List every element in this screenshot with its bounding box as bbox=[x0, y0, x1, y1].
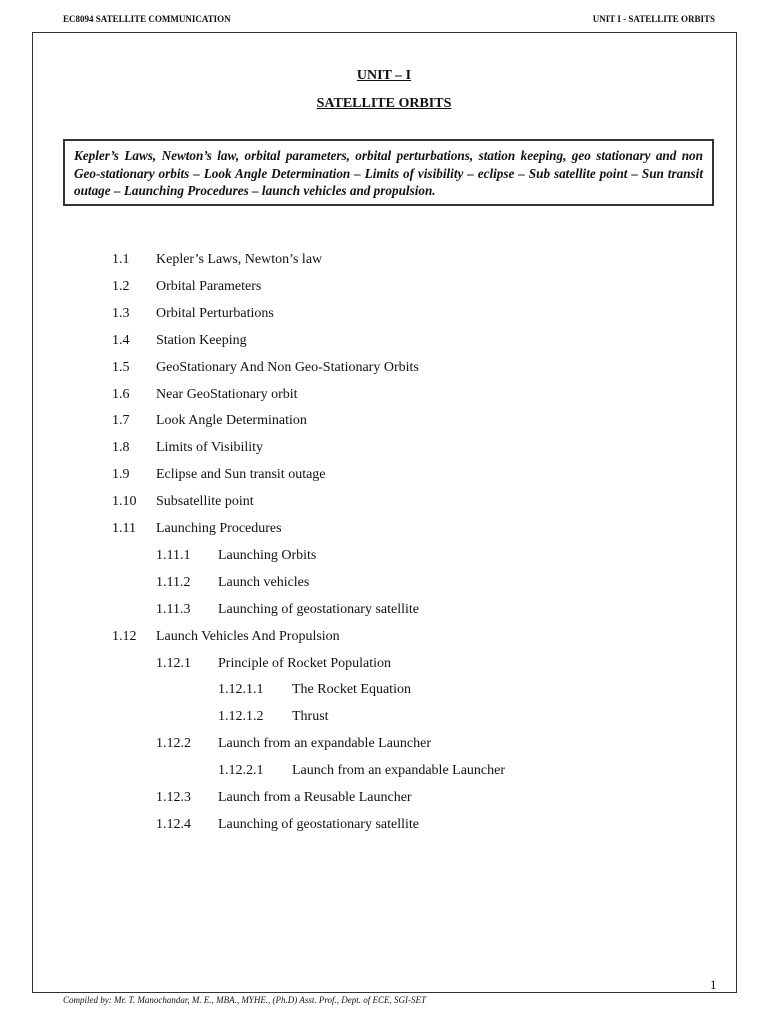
toc-entry-label: Launch from a Reusable Launcher bbox=[218, 790, 412, 805]
toc-entry-number: 1.11.1 bbox=[156, 547, 191, 563]
toc-entry-number: 1.7 bbox=[112, 413, 130, 429]
toc-entry-number: 1.12.1.1 bbox=[218, 682, 264, 698]
toc-entry-number: 1.10 bbox=[112, 494, 137, 510]
toc-entry-number: 1.9 bbox=[112, 467, 130, 483]
toc-entry-number: 1.3 bbox=[112, 305, 130, 321]
toc-entry-label: Subsatellite point bbox=[156, 494, 254, 510]
toc-entry-label: Launching Orbits bbox=[218, 547, 317, 563]
toc-entry-number: 1.4 bbox=[112, 332, 130, 348]
toc-entry-number: 1.12.2.1 bbox=[218, 763, 264, 779]
toc-entry-number: 1.11.3 bbox=[156, 601, 191, 617]
toc-entry-label: Eclipse and Sun transit outage bbox=[156, 467, 326, 483]
toc-entry-number: 1.11.2 bbox=[156, 574, 191, 590]
toc-entry-number: 1.12.4 bbox=[156, 816, 191, 832]
toc-entry-number: 1.12.1.2 bbox=[218, 709, 264, 725]
running-header-right: UNIT I - SATELLITE ORBITS bbox=[592, 14, 715, 24]
toc-entry-label: Launch from an expandable Launcher bbox=[292, 763, 506, 779]
toc-entry-label: Kepler’s Laws, Newton’s law bbox=[156, 252, 323, 267]
toc-entry-number: 1.6 bbox=[112, 386, 130, 402]
toc-entry-label: Station Keeping bbox=[156, 332, 247, 348]
toc-entry-label: Look Angle Determination bbox=[156, 413, 307, 429]
toc-entry-number: 1.12.2 bbox=[156, 736, 191, 752]
toc-entry-label: Thrust bbox=[292, 709, 329, 725]
toc-entry-label: Principle of Rocket Population bbox=[218, 655, 392, 671]
toc-entry-label: Near GeoStationary orbit bbox=[156, 386, 298, 402]
footer-credit: Compiled by: Mr. T. Manochandar, M. E., MBA., MYHE., (Ph.D) Asst. Prof., Dept. of ECE, SGI-SET bbox=[63, 995, 427, 1005]
toc-entry-label: GeoStationary And Non Geo-Stationary Orbits bbox=[156, 359, 419, 375]
toc-entry-label: Launching Procedures bbox=[156, 521, 282, 536]
page-title: UNIT – I bbox=[356, 68, 412, 83]
toc-entry-number: 1.12 bbox=[112, 628, 137, 644]
toc-entry-number: 1.12.1 bbox=[156, 655, 191, 671]
toc-entry-number: 1.5 bbox=[112, 359, 130, 375]
page-subtitle: SATELLITE ORBITS bbox=[316, 96, 452, 111]
syllabus-box: Kepler’s Laws, Newton’s law, orbital parameters, orbital perturbations, station keeping, geo stationary and non Geo-stationary orbits – Look Angle Determination – Limits of visibility – eclipse – Sub satellite point – Sun transit outage – Launching Procedures – launch vehicles and propulsion. bbox=[63, 139, 714, 206]
toc-entry-number: 1.12.3 bbox=[156, 790, 191, 805]
toc-entry-label: Launch from an expandable Launcher bbox=[218, 736, 432, 752]
page-number: 1 bbox=[710, 977, 717, 992]
toc-entry-number: 1.11 bbox=[112, 521, 136, 536]
toc-entry-label: Orbital Perturbations bbox=[156, 305, 274, 321]
toc-entry-label: Launch Vehicles And Propulsion bbox=[156, 628, 340, 644]
toc-entry-label: Orbital Parameters bbox=[156, 278, 262, 294]
toc-entry-number: 1.2 bbox=[112, 278, 130, 294]
toc-entry-label: Limits of Visibility bbox=[156, 440, 264, 456]
toc-entry-label: The Rocket Equation bbox=[292, 682, 411, 698]
toc-entry-label: Launch vehicles bbox=[218, 574, 310, 590]
toc-entry-number: 1.1 bbox=[112, 252, 130, 267]
toc-entry-label: Launching of geostationary satellite bbox=[218, 601, 419, 617]
toc-entry-number: 1.8 bbox=[112, 440, 130, 456]
running-header-left: EC8094 SATELLITE COMMUNICATION bbox=[63, 14, 231, 24]
toc-entry-label: Launching of geostationary satellite bbox=[218, 816, 419, 832]
